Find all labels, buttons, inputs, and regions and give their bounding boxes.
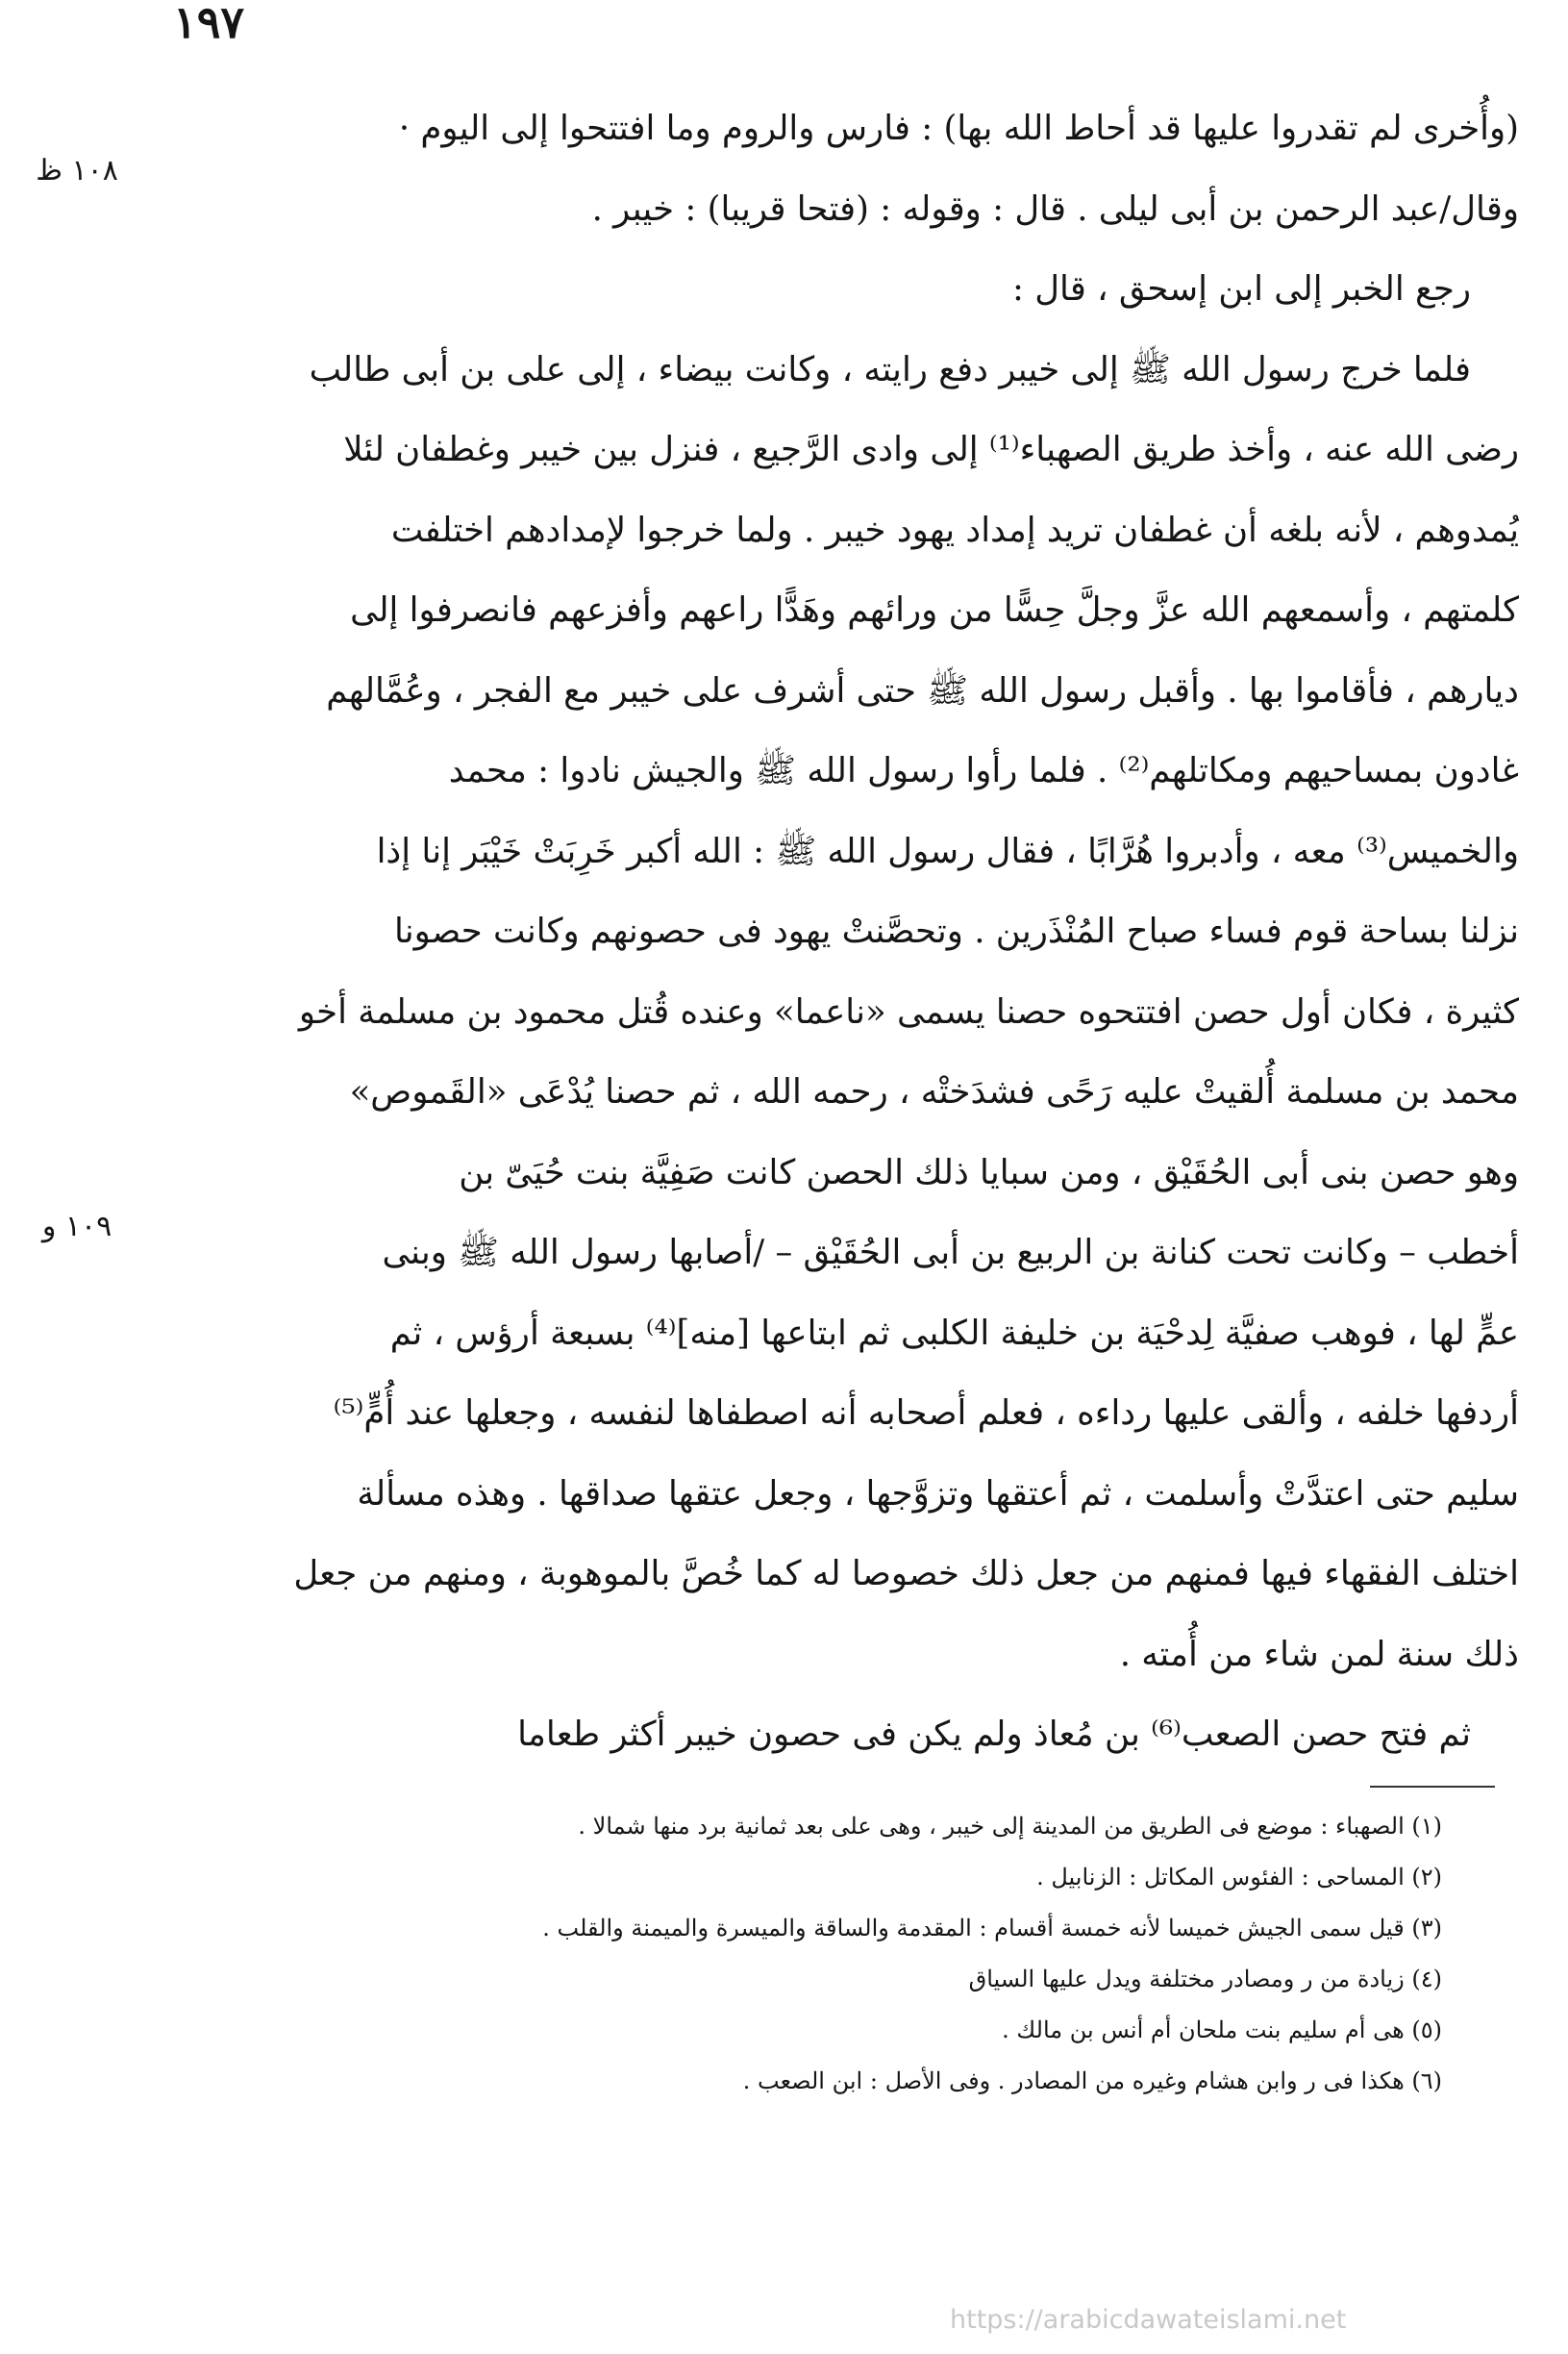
footnote: (٥) هى أم سليم بنت ملحان أم أنس بن مالك . <box>1002 2016 1442 2043</box>
text-line: غادون بمساحيهم ومكاتلهم⁽²⁾ . فلما رأوا رسول الله ﷺ والجيش نادوا : محمد <box>448 751 1519 790</box>
text-line: أخطب – وكانت تحت كنانة بن الربيع بن أبى الحُقَيْق – /أصابها رسول الله ﷺ وبنى <box>382 1233 1519 1272</box>
text-line: أردفها خلفه ، وألقى عليها رداءه ، فعلم أصحابه أنه اصطفاها لنفسه ، وجعلها عند أُمٍّ⁽⁵⁾ <box>333 1393 1519 1433</box>
footnotes <box>192 1801 1442 2107</box>
text-line: ديارهم ، فأقاموا بها . وأقبل رسول الله ﷺ حتى أشرف على خيبر مع الفجر ، وعُمَّالهم <box>326 670 1519 711</box>
text-line: (وأُخرى لم تقدروا عليها قد أحاط الله بها) : فارس والروم وما افتتحوا إلى اليوم · <box>398 109 1519 148</box>
margin-folio-note-108-verso: ١٠٨ ظ <box>36 154 118 188</box>
text-line: وقال/عبد الرحمن بن أبى ليلى . قال : وقوله : (فتحا قريبا) : خيبر . <box>591 188 1519 229</box>
text-line: نزلنا بساحة قوم فساء صباح المُنْذَرين . وتحصَّنتْ يهود فى حصونهم وكانت حصونا <box>393 912 1519 951</box>
text-line: رجع الخبر إلى ابن إسحق ، قال : <box>1011 269 1471 309</box>
text-line: ذلك سنة لمن شاء من أُمته . <box>1119 1634 1519 1674</box>
footnote: (١) الصهباء : موضع فى الطريق من المدينة إلى خيبر ، وهى على بعد ثمانية برد منها شمالا . <box>578 1813 1442 1840</box>
footnote: (٢) المساحى : الفئوس المكاتل : الزنابيل . <box>1036 1864 1442 1891</box>
footnote: (٦) هكذا فى ر وابن هشام وغيره من المصادر . وفى الأصل : ابن الصعب . <box>742 2067 1442 2094</box>
text-line: رضى الله عنه ، وأخذ طريق الصهباء⁽¹⁾ إلى وادى الرَّجيع ، فنزل بين خيبر وغطفان لئلا <box>343 430 1519 469</box>
text-line: فلما خرج رسول الله ﷺ إلى خيبر دفع رايته ، وكانت بيضاء ، إلى على بن أبى طالب <box>309 349 1471 389</box>
text-line: والخميس⁽³⁾ معه ، وأدبروا هُرَّابًا ، فقال رسول الله ﷺ : الله أكبر خَرِبَتْ خَيْبَر إنا إذا <box>376 831 1519 871</box>
text-line: سليم حتى اعتدَّتْ وأسلمت ، ثم أعتقها وتزوَّجها ، وجعل عتقها صداقها . وهذه مسألة <box>357 1473 1519 1514</box>
margin-folio-note-109-recto: ١٠٩ و <box>41 1210 112 1243</box>
footnote: (٣) قيل سمى الجيش خميسا لأنه خمسة أقسام : المقدمة والساقة والميسرة والميمنة والقلب . <box>542 1915 1442 1941</box>
text-line: كثيرة ، فكان أول حصن افتتحوه حصنا يسمى «ناعما» وعنده قُتل محمود بن مسلمة أخو <box>298 991 1519 1032</box>
text-line: محمد بن مسلمة أُلقيتْ عليه رَحًى فشدَختْه ، رحمه الله ، ثم حصنا يُدْعَى «القَموص» <box>349 1072 1519 1112</box>
text-line: ثم فتح حصن الصعب⁽⁶⁾ بن مُعاذ ولم يكن فى حصون خيبر أكثر طعاما <box>517 1715 1471 1754</box>
text-line: عمٍّ لها ، فوهب صفيَّة لِدحْيَة بن خليفة الكلبى ثم ابتاعها [منه]⁽⁴⁾ بسبعة أرؤس ، ثم <box>389 1313 1519 1353</box>
text-line: وهو حصن بنى أبى الحُقَيْق ، ومن سبايا ذلك الحصن كانت صَفِيَّة بنت حُيَىّ بن <box>459 1152 1519 1192</box>
text-line: يُمدوهم ، لأنه بلغه أن غطفان تريد إمداد يهود خيبر . ولما خرجوا لإمدادهم اختلفت <box>390 510 1519 550</box>
page-number: ١٩٧ <box>173 0 245 48</box>
watermark-url: https://arabicdawateislami.net <box>950 2305 1347 2335</box>
text-line: اختلف الفقهاء فيها فمنهم من جعل ذلك خصوصا له كما خُصَّ بالموهوبة ، ومنهم من جعل <box>293 1554 1519 1593</box>
main-text-body <box>192 88 1519 1775</box>
footnote: (٤) زيادة من ر ومصادر مختلفة ويدل عليها السياق <box>968 1966 1442 1992</box>
footnote-separator <box>1370 1786 1495 1788</box>
text-line: كلمتهم ، وأسمعهم الله عزَّ وجلَّ حِسًّا من ورائهم وهَدًّا راعهم وأفزعهم فانصرفوا إلى <box>350 590 1519 630</box>
